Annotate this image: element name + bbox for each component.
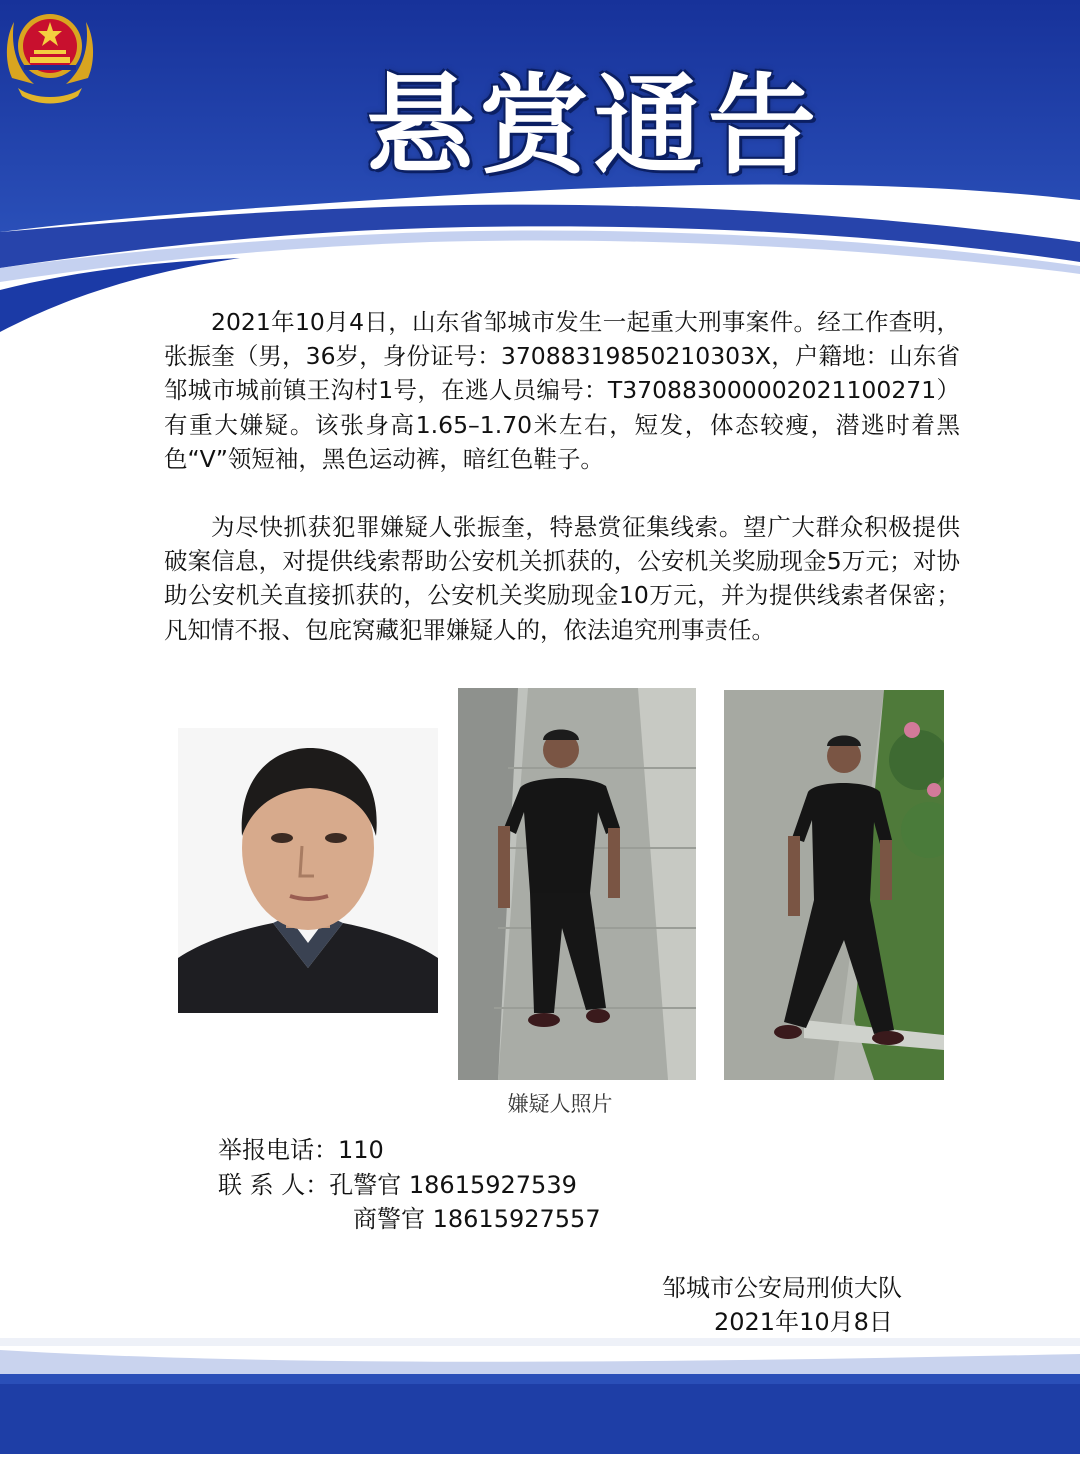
issuing-organization: 邹城市公安局刑侦大队	[662, 1274, 902, 1302]
portrait-illustration	[178, 728, 438, 1013]
suspect-portrait-photo	[178, 728, 438, 1013]
suspect-cctv-photo-2	[724, 690, 944, 1080]
contact-person-line	[218, 1165, 577, 1200]
suspect-cctv-photo-1	[458, 688, 696, 1080]
report-phone-number: 110	[338, 1136, 384, 1164]
contact-person-label: 联 系 人：	[218, 1171, 330, 1199]
cctv-illustration-1	[458, 688, 696, 1080]
officer-shang-contact: 商警官 18615927557	[353, 1205, 601, 1233]
footer-banner	[0, 1338, 1080, 1454]
notice-paragraph-case: 2021年10月4日，山东省邹城市发生一起重大刑事案件。经工作查明，张振奎（男，36岁，身份证号：37088319850210303X，户籍地：山东省邹城市城前镇王沟村1号，在逃人员编号：T370883000002021100271）有重大嫌疑。该张身高1.65–1.70米左右，短发，体态较瘦，潜逃时着黑色“V”领短袖，黑色运动裤，暗红色鞋子。	[164, 308, 960, 473]
photo-caption: 嫌疑人照片	[507, 1092, 613, 1116]
notice-paragraph-reward: 为尽快抓获犯罪嫌疑人张振奎，特悬赏征集线索。望广大群众积极提供破案信息，对提供线索帮助公安机关抓获的，公安机关奖励现金5万元；对协助公安机关直接抓获的，公安机关奖励现金10万元，并为提供线索者保密；凡知情不报、包庇窝藏犯罪嫌疑人的，依法追究刑事责任。	[164, 513, 960, 644]
report-phone-line	[218, 1130, 384, 1165]
cctv-illustration-2	[724, 690, 944, 1080]
report-phone-label: 举报电话：	[218, 1136, 338, 1164]
header-banner	[0, 0, 1080, 340]
issue-date: 2021年10月8日	[714, 1308, 893, 1336]
notice-title: 悬赏通告	[366, 64, 823, 189]
police-emblem	[0, 0, 100, 106]
footer-wave-graphic	[0, 1338, 1080, 1454]
officer-kong-contact: 孔警官 18615927539	[329, 1171, 577, 1199]
